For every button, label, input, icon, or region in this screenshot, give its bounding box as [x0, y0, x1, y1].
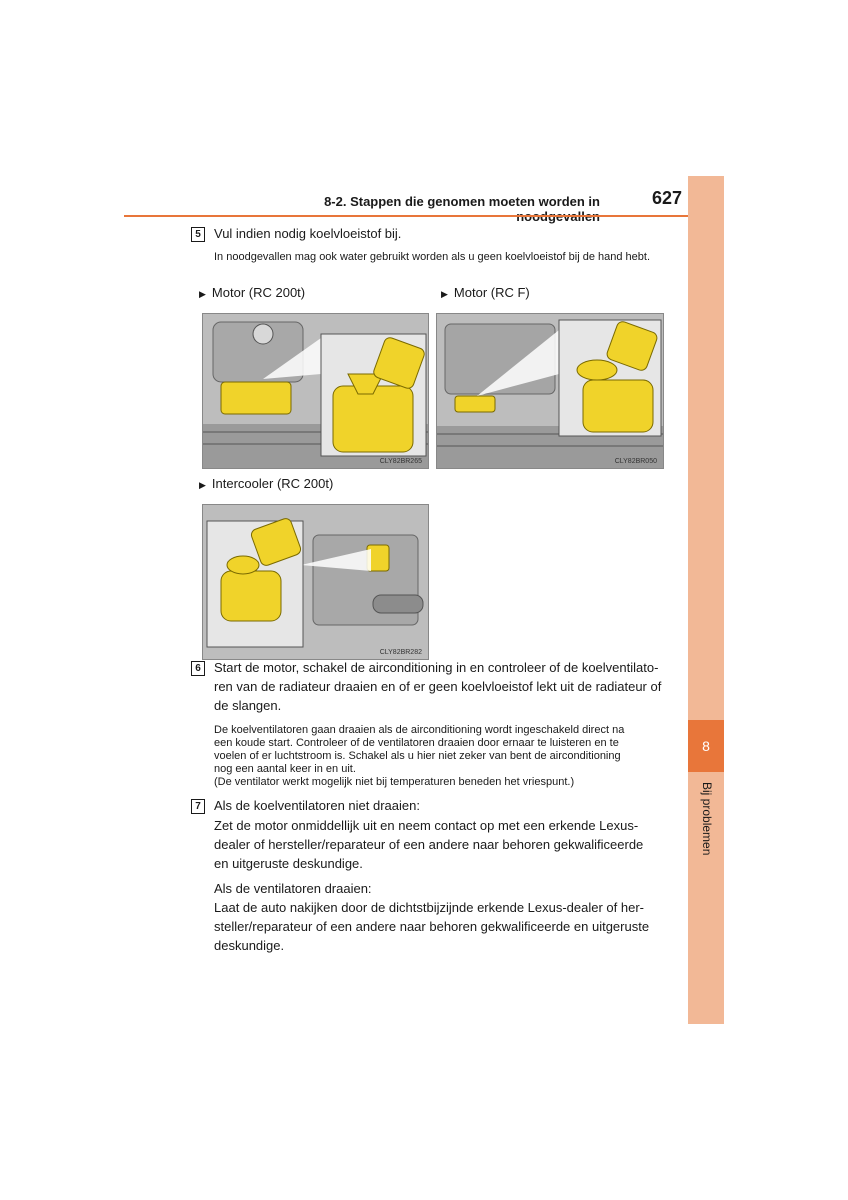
step-number-5: 5	[191, 227, 205, 242]
intercooler-illustration	[203, 505, 428, 659]
triangle-bullet-icon: ▶	[199, 289, 206, 299]
header-rule	[124, 215, 688, 217]
step7-line-2: Als de ventilatoren draaien:	[214, 881, 372, 896]
step-number-6: 6	[191, 661, 205, 676]
step6-note-1: De koelventilatoren gaan draaien als de airconditioning wordt ingeschakeld direct na	[214, 724, 625, 736]
step6-note-4: nog een aantal keer in en uit.	[214, 763, 356, 775]
bullet-label: Motor (RC F)	[453, 285, 530, 300]
step6-note-2: een koude start. Controleer of de ventilatoren draaien door ernaar te luisteren en te	[214, 737, 619, 749]
page-number: 627	[651, 188, 682, 208]
step5-note: In noodgevallen mag ook water gebruikt worden als u geen koelvloeistof bij de hand hebt.	[214, 251, 651, 263]
step6-line-2: ren van de radiateur draaien en of er geen koelvloeistof lekt uit de radiateur of	[214, 679, 662, 694]
figure-code: CLY82BR265	[379, 458, 422, 465]
figure-intercooler-rc200t	[202, 504, 429, 660]
figure-code: CLY82BR050	[614, 458, 657, 465]
step7-para2-line-2: steller/reparateur of een andere naar behoren gekwalificeerde en uitgeruste	[214, 919, 650, 934]
section-title: 8-2. Stappen die genomen moeten worden in	[324, 194, 600, 209]
figure-code: CLY82BR282	[379, 649, 422, 656]
triangle-bullet-icon: ▶	[441, 289, 448, 299]
triangle-bullet-icon: ▶	[199, 480, 206, 490]
step7-para1-line-3: en uitgeruste deskundige.	[214, 856, 363, 871]
engine-illustration	[437, 314, 663, 468]
step7-para2-line-3: deskundige.	[214, 938, 285, 953]
step6-note-5: (De ventilator werkt mogelijk niet bij temperaturen beneden het vriespunt.)	[214, 776, 575, 788]
chapter-side-tab	[688, 176, 724, 1024]
bullet-label: Intercooler (RC 200t)	[211, 476, 334, 491]
chapter-label: Bij problemen	[700, 782, 714, 856]
step6-line-3: de slangen.	[214, 698, 282, 713]
step-number-7: 7	[191, 799, 205, 814]
figure-motor-rc200t	[202, 313, 429, 469]
bullet-intercooler-rc200t	[199, 476, 333, 491]
step6-line-1: Start de motor, schakel de airconditioning in en controleer of de koelventilato-	[214, 660, 659, 675]
step5-text: Vul indien nodig koelvloeistof bij.	[214, 226, 402, 241]
figure-motor-rcf	[436, 313, 664, 469]
bullet-motor-rcf	[441, 285, 530, 300]
step6-note-3: voelen of er luchtstroom is. Schakel als u hier niet zeker van bent de airconditioning	[214, 750, 621, 762]
step7-line-1: Als de koelventilatoren niet draaien:	[214, 798, 420, 813]
engine-illustration	[203, 314, 428, 468]
step7-para2-line-1: Laat de auto nakijken door de dichtstbijzijnde erkende Lexus-dealer of her-	[214, 900, 644, 915]
step7-para1-line-2: dealer of hersteller/reparateur of een andere naar behoren gekwalificeerde	[214, 837, 644, 852]
bullet-label: Motor (RC 200t)	[211, 285, 306, 300]
step7-para1-line-1: Zet de motor onmiddellijk uit en neem contact op met een erkende Lexus-	[214, 818, 639, 833]
chapter-number: 8	[688, 720, 724, 772]
bullet-motor-rc200t	[199, 285, 305, 300]
